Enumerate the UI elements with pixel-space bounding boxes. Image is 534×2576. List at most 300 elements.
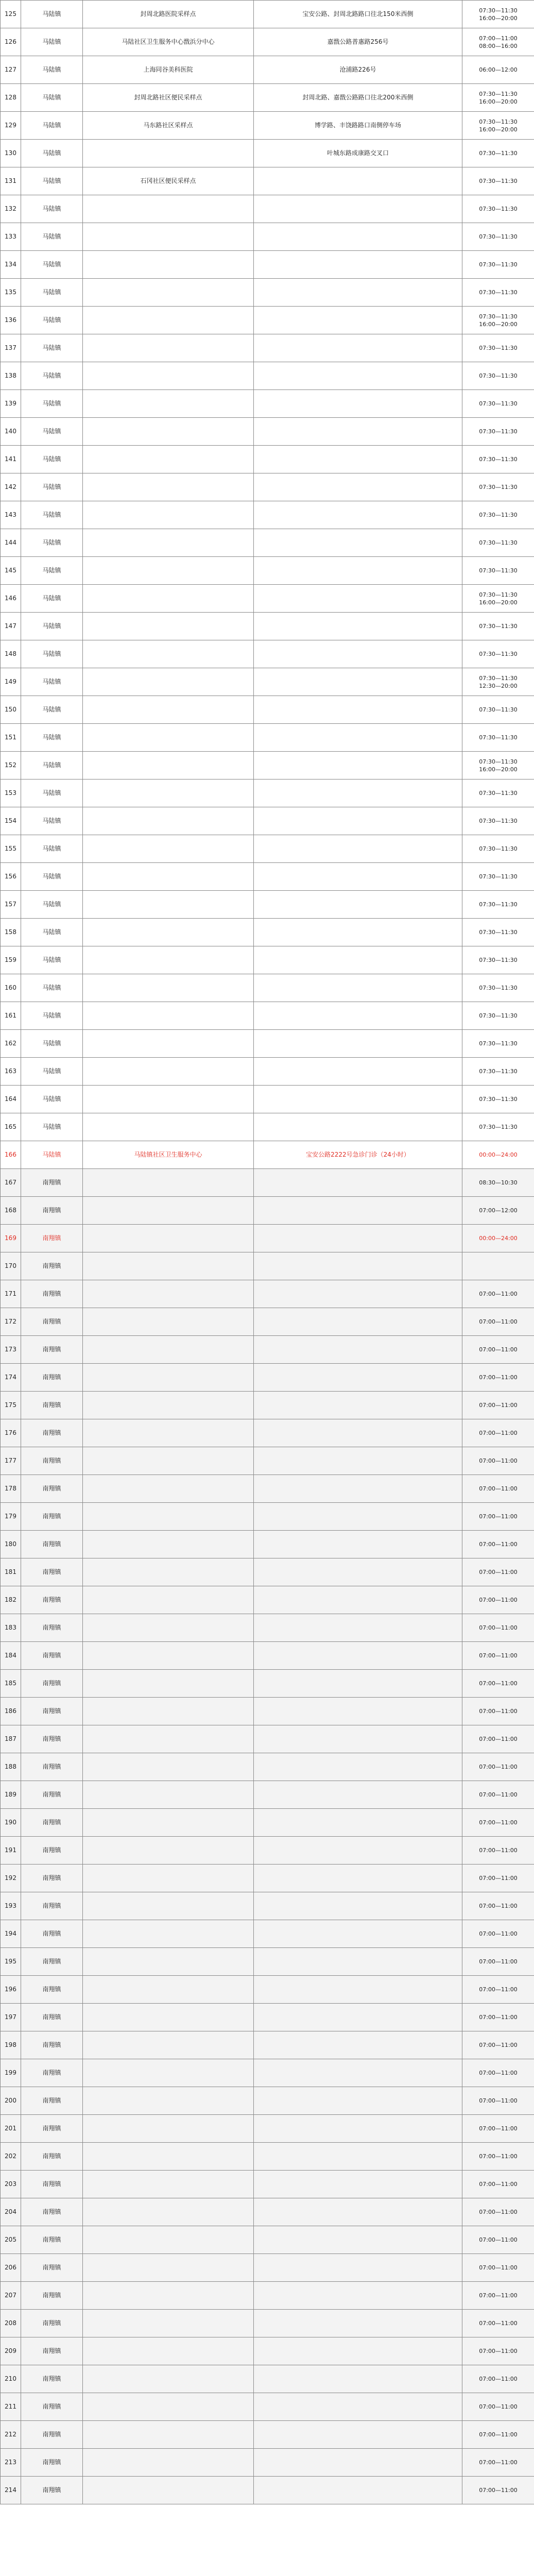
site-name-cell bbox=[83, 2115, 254, 2143]
site-name-cell bbox=[83, 585, 254, 613]
table-row bbox=[1, 362, 534, 390]
town-cell: 南翔镇 bbox=[21, 1753, 83, 1781]
table-row bbox=[1, 1225, 534, 1252]
address-cell bbox=[254, 1280, 462, 1308]
town-cell: 马陆镇 bbox=[21, 529, 83, 557]
row-number-cell: 178 bbox=[1, 1475, 21, 1503]
site-name-cell bbox=[83, 2365, 254, 2393]
town-cell: 马陆镇 bbox=[21, 112, 83, 140]
site-name-cell bbox=[83, 2143, 254, 2171]
table-row bbox=[1, 1169, 534, 1197]
address-cell bbox=[254, 167, 462, 195]
address-cell bbox=[254, 1837, 462, 1865]
address-cell bbox=[254, 529, 462, 557]
row-number-cell: 147 bbox=[1, 613, 21, 640]
hours-cell: 07:00—11:00 bbox=[462, 1280, 534, 1308]
table-row bbox=[1, 1141, 534, 1169]
site-name-cell bbox=[83, 1058, 254, 1086]
row-number-cell: 173 bbox=[1, 1336, 21, 1364]
hours-cell: 07:00—11:00 bbox=[462, 1920, 534, 1948]
table-row bbox=[1, 1809, 534, 1837]
site-name-cell bbox=[83, 1531, 254, 1558]
address-cell bbox=[254, 919, 462, 946]
table-row bbox=[1, 2365, 534, 2393]
hours-cell: 07:30—11:30 bbox=[462, 501, 534, 529]
town-cell: 南翔镇 bbox=[21, 1364, 83, 1392]
row-number-cell: 157 bbox=[1, 891, 21, 919]
table-row bbox=[1, 557, 534, 585]
row-number-cell: 195 bbox=[1, 1948, 21, 1976]
town-cell: 南翔镇 bbox=[21, 2004, 83, 2031]
hours-cell: 07:00—11:00 bbox=[462, 2254, 534, 2282]
row-number-cell: 211 bbox=[1, 2393, 21, 2421]
table-row bbox=[1, 28, 534, 56]
row-number-cell: 203 bbox=[1, 2171, 21, 2198]
table-row bbox=[1, 1503, 534, 1531]
site-name-cell: 封周北路社区便民采样点 bbox=[83, 84, 254, 112]
row-number-cell: 189 bbox=[1, 1781, 21, 1809]
row-number-cell: 191 bbox=[1, 1837, 21, 1865]
town-cell: 马陆镇 bbox=[21, 696, 83, 724]
row-number-cell: 165 bbox=[1, 1113, 21, 1141]
hours-cell: 07:30—11:30 bbox=[462, 779, 534, 807]
table-row bbox=[1, 2143, 534, 2171]
town-cell: 南翔镇 bbox=[21, 1892, 83, 1920]
town-cell: 马陆镇 bbox=[21, 779, 83, 807]
row-number-cell: 145 bbox=[1, 557, 21, 585]
town-cell: 马陆镇 bbox=[21, 613, 83, 640]
address-cell bbox=[254, 1976, 462, 2004]
table-row bbox=[1, 223, 534, 251]
town-cell: 马陆镇 bbox=[21, 223, 83, 251]
site-name-cell bbox=[83, 2449, 254, 2477]
town-cell: 南翔镇 bbox=[21, 2449, 83, 2477]
address-cell bbox=[254, 473, 462, 501]
site-name-cell bbox=[83, 362, 254, 390]
hours-cell: 07:00—11:00 bbox=[462, 1586, 534, 1614]
address-cell bbox=[254, 863, 462, 891]
town-cell: 南翔镇 bbox=[21, 1642, 83, 1670]
hours-cell: 07:00—11:00 bbox=[462, 1698, 534, 1725]
hours-cell: 07:30—11:30 16:00—20:00 bbox=[462, 752, 534, 779]
hours-cell: 07:00—11:00 bbox=[462, 2365, 534, 2393]
town-cell: 马陆镇 bbox=[21, 1058, 83, 1086]
address-cell bbox=[254, 1531, 462, 1558]
town-cell: 南翔镇 bbox=[21, 2143, 83, 2171]
row-number-cell: 156 bbox=[1, 863, 21, 891]
row-number-cell: 151 bbox=[1, 724, 21, 752]
table-row bbox=[1, 1670, 534, 1698]
hours-cell: 07:00—11:00 bbox=[462, 2337, 534, 2365]
row-number-cell: 134 bbox=[1, 251, 21, 279]
site-name-cell bbox=[83, 724, 254, 752]
town-cell: 南翔镇 bbox=[21, 2059, 83, 2087]
town-cell: 南翔镇 bbox=[21, 1531, 83, 1558]
row-number-cell: 194 bbox=[1, 1920, 21, 1948]
address-cell bbox=[254, 2393, 462, 2421]
address-cell bbox=[254, 1169, 462, 1197]
hours-cell: 07:00—11:00 bbox=[462, 2031, 534, 2059]
address-cell bbox=[254, 1197, 462, 1225]
site-name-cell bbox=[83, 2004, 254, 2031]
hours-cell: 07:00—11:00 bbox=[462, 2393, 534, 2421]
address-cell bbox=[254, 362, 462, 390]
town-cell: 南翔镇 bbox=[21, 1670, 83, 1698]
site-name-cell bbox=[83, 1419, 254, 1447]
town-cell: 马陆镇 bbox=[21, 334, 83, 362]
site-name-cell bbox=[83, 2226, 254, 2254]
row-number-cell: 172 bbox=[1, 1308, 21, 1336]
town-cell: 南翔镇 bbox=[21, 1725, 83, 1753]
site-name-cell: 马陆社区卫生服务中心戬浜分中心 bbox=[83, 28, 254, 56]
hours-cell: 07:00—11:00 bbox=[462, 1364, 534, 1392]
table-row bbox=[1, 2031, 534, 2059]
town-cell: 马陆镇 bbox=[21, 1002, 83, 1030]
hours-cell: 07:00—11:00 bbox=[462, 1336, 534, 1364]
address-cell bbox=[254, 2087, 462, 2115]
table-row bbox=[1, 946, 534, 974]
address-cell bbox=[254, 1614, 462, 1642]
address-cell bbox=[254, 668, 462, 696]
table-row bbox=[1, 1837, 534, 1865]
table-row bbox=[1, 1252, 534, 1280]
town-cell: 马陆镇 bbox=[21, 28, 83, 56]
row-number-cell: 144 bbox=[1, 529, 21, 557]
town-cell: 马陆镇 bbox=[21, 946, 83, 974]
table-row bbox=[1, 529, 534, 557]
site-name-cell bbox=[83, 640, 254, 668]
row-number-cell: 159 bbox=[1, 946, 21, 974]
site-name-cell bbox=[83, 779, 254, 807]
address-cell bbox=[254, 1920, 462, 1948]
hours-cell: 07:00—11:00 bbox=[462, 2449, 534, 2477]
hours-cell: 07:30—11:30 bbox=[462, 613, 534, 640]
hours-cell: 07:00—11:00 bbox=[462, 1948, 534, 1976]
row-number-cell: 210 bbox=[1, 2365, 21, 2393]
row-number-cell: 160 bbox=[1, 974, 21, 1002]
table-row bbox=[1, 1336, 534, 1364]
row-number-cell: 196 bbox=[1, 1976, 21, 2004]
site-name-cell bbox=[83, 1753, 254, 1781]
address-cell bbox=[254, 1113, 462, 1141]
town-cell: 南翔镇 bbox=[21, 1837, 83, 1865]
hours-cell: 07:30—11:30 bbox=[462, 251, 534, 279]
table-row bbox=[1, 390, 534, 418]
address-cell bbox=[254, 1948, 462, 1976]
town-cell: 南翔镇 bbox=[21, 2421, 83, 2449]
hours-cell: 07:00—11:00 bbox=[462, 1447, 534, 1475]
site-name-cell bbox=[83, 307, 254, 334]
site-name-cell bbox=[83, 752, 254, 779]
town-cell: 马陆镇 bbox=[21, 56, 83, 84]
town-cell: 南翔镇 bbox=[21, 2393, 83, 2421]
town-cell: 马陆镇 bbox=[21, 418, 83, 446]
hours-cell: 07:00—11:00 bbox=[462, 1308, 534, 1336]
table-row bbox=[1, 2477, 534, 2504]
row-number-cell: 179 bbox=[1, 1503, 21, 1531]
table-row bbox=[1, 919, 534, 946]
site-name-cell bbox=[83, 334, 254, 362]
address-cell bbox=[254, 640, 462, 668]
row-number-cell: 168 bbox=[1, 1197, 21, 1225]
hours-cell: 07:00—11:00 bbox=[462, 2477, 534, 2504]
hours-cell: 07:00—11:00 bbox=[462, 2115, 534, 2143]
address-cell bbox=[254, 2171, 462, 2198]
site-name-cell bbox=[83, 140, 254, 167]
table-row bbox=[1, 1, 534, 28]
hours-cell: 07:00—11:00 bbox=[462, 2310, 534, 2337]
hours-cell: 07:30—11:30 16:00—20:00 bbox=[462, 1, 534, 28]
site-name-cell bbox=[83, 946, 254, 974]
hours-cell: 07:30—11:30 bbox=[462, 835, 534, 863]
town-cell: 南翔镇 bbox=[21, 1280, 83, 1308]
hours-cell: 07:30—11:30 bbox=[462, 724, 534, 752]
town-cell: 马陆镇 bbox=[21, 974, 83, 1002]
table-row bbox=[1, 1419, 534, 1447]
site-name-cell bbox=[83, 195, 254, 223]
address-cell bbox=[254, 1475, 462, 1503]
site-name-cell: 马陆镇社区卫生服务中心 bbox=[83, 1141, 254, 1169]
address-cell bbox=[254, 1725, 462, 1753]
table-row bbox=[1, 1002, 534, 1030]
town-cell: 马陆镇 bbox=[21, 251, 83, 279]
address-cell bbox=[254, 1698, 462, 1725]
table-row bbox=[1, 2282, 534, 2310]
table-row bbox=[1, 1781, 534, 1809]
address-cell bbox=[254, 1865, 462, 1892]
address-cell bbox=[254, 1086, 462, 1113]
row-number-cell: 192 bbox=[1, 1865, 21, 1892]
town-cell: 马陆镇 bbox=[21, 140, 83, 167]
hours-cell: 07:30—11:30 bbox=[462, 362, 534, 390]
row-number-cell: 209 bbox=[1, 2337, 21, 2365]
hours-cell: 07:30—11:30 bbox=[462, 167, 534, 195]
hours-cell: 07:30—11:30 bbox=[462, 1086, 534, 1113]
address-cell bbox=[254, 2282, 462, 2310]
hours-cell: 07:00—11:00 bbox=[462, 1503, 534, 1531]
town-cell: 南翔镇 bbox=[21, 1698, 83, 1725]
town-cell: 马陆镇 bbox=[21, 919, 83, 946]
town-cell: 南翔镇 bbox=[21, 2198, 83, 2226]
hours-cell: 07:30—11:30 bbox=[462, 390, 534, 418]
hours-cell: 07:00—11:00 bbox=[462, 1892, 534, 1920]
address-cell bbox=[254, 1809, 462, 1837]
site-name-cell bbox=[83, 1113, 254, 1141]
sampling-sites-table-body bbox=[1, 1, 534, 2504]
table-row bbox=[1, 585, 534, 613]
table-row bbox=[1, 640, 534, 668]
hours-cell: 07:00—11:00 bbox=[462, 2198, 534, 2226]
site-name-cell bbox=[83, 1809, 254, 1837]
town-cell: 南翔镇 bbox=[21, 2477, 83, 2504]
site-name-cell bbox=[83, 1698, 254, 1725]
address-cell bbox=[254, 1447, 462, 1475]
hours-cell: 07:00—11:00 bbox=[462, 1475, 534, 1503]
site-name-cell bbox=[83, 1280, 254, 1308]
town-cell: 南翔镇 bbox=[21, 1781, 83, 1809]
row-number-cell: 149 bbox=[1, 668, 21, 696]
hours-cell: 08:30—10:30 bbox=[462, 1169, 534, 1197]
hours-cell: 07:30—11:30 bbox=[462, 946, 534, 974]
table-row bbox=[1, 2198, 534, 2226]
row-number-cell: 133 bbox=[1, 223, 21, 251]
town-cell: 南翔镇 bbox=[21, 1809, 83, 1837]
site-name-cell bbox=[83, 1948, 254, 1976]
address-cell bbox=[254, 1364, 462, 1392]
hours-cell: 07:30—11:30 bbox=[462, 195, 534, 223]
hours-cell: 07:00—11:00 bbox=[462, 2087, 534, 2115]
address-cell bbox=[254, 557, 462, 585]
row-number-cell: 153 bbox=[1, 779, 21, 807]
table-row bbox=[1, 501, 534, 529]
table-row bbox=[1, 2449, 534, 2477]
town-cell: 南翔镇 bbox=[21, 2171, 83, 2198]
row-number-cell: 213 bbox=[1, 2449, 21, 2477]
site-name-cell bbox=[83, 1002, 254, 1030]
table-row bbox=[1, 696, 534, 724]
town-cell: 南翔镇 bbox=[21, 1308, 83, 1336]
hours-cell: 07:30—11:30 12:30—20:00 bbox=[462, 668, 534, 696]
hours-cell: 07:00—11:00 bbox=[462, 1531, 534, 1558]
town-cell: 南翔镇 bbox=[21, 2310, 83, 2337]
address-cell bbox=[254, 2059, 462, 2087]
site-name-cell bbox=[83, 1475, 254, 1503]
address-cell bbox=[254, 2337, 462, 2365]
site-name-cell bbox=[83, 501, 254, 529]
row-number-cell: 214 bbox=[1, 2477, 21, 2504]
site-name-cell bbox=[83, 1503, 254, 1531]
town-cell: 南翔镇 bbox=[21, 1392, 83, 1419]
table-row bbox=[1, 1086, 534, 1113]
hours-cell: 07:30—11:30 16:00—20:00 bbox=[462, 84, 534, 112]
row-number-cell: 198 bbox=[1, 2031, 21, 2059]
table-row bbox=[1, 167, 534, 195]
row-number-cell: 169 bbox=[1, 1225, 21, 1252]
row-number-cell: 139 bbox=[1, 390, 21, 418]
address-cell bbox=[254, 2226, 462, 2254]
site-name-cell bbox=[83, 1558, 254, 1586]
town-cell: 马陆镇 bbox=[21, 863, 83, 891]
table-row bbox=[1, 2310, 534, 2337]
hours-cell: 07:00—12:00 bbox=[462, 1197, 534, 1225]
town-cell: 南翔镇 bbox=[21, 1920, 83, 1948]
row-number-cell: 154 bbox=[1, 807, 21, 835]
site-name-cell bbox=[83, 1364, 254, 1392]
address-cell bbox=[254, 1336, 462, 1364]
address-cell bbox=[254, 2031, 462, 2059]
site-name-cell bbox=[83, 1642, 254, 1670]
town-cell: 南翔镇 bbox=[21, 2337, 83, 2365]
row-number-cell: 129 bbox=[1, 112, 21, 140]
address-cell bbox=[254, 2004, 462, 2031]
town-cell: 南翔镇 bbox=[21, 1225, 83, 1252]
table-row bbox=[1, 1753, 534, 1781]
hours-cell: 07:30—11:30 bbox=[462, 223, 534, 251]
site-name-cell bbox=[83, 1892, 254, 1920]
table-row bbox=[1, 1976, 534, 2004]
row-number-cell: 142 bbox=[1, 473, 21, 501]
address-cell bbox=[254, 1781, 462, 1809]
table-row bbox=[1, 807, 534, 835]
address-cell bbox=[254, 585, 462, 613]
table-row bbox=[1, 1642, 534, 1670]
table-row bbox=[1, 1058, 534, 1086]
site-name-cell bbox=[83, 390, 254, 418]
table-row bbox=[1, 752, 534, 779]
address-cell bbox=[254, 2449, 462, 2477]
town-cell: 马陆镇 bbox=[21, 279, 83, 307]
town-cell: 马陆镇 bbox=[21, 501, 83, 529]
site-name-cell bbox=[83, 446, 254, 473]
table-row bbox=[1, 1725, 534, 1753]
address-cell: 嘉戬公路普惠路256号 bbox=[254, 28, 462, 56]
site-name-cell bbox=[83, 1725, 254, 1753]
town-cell: 马陆镇 bbox=[21, 1141, 83, 1169]
site-name-cell bbox=[83, 1197, 254, 1225]
row-number-cell: 146 bbox=[1, 585, 21, 613]
town-cell: 南翔镇 bbox=[21, 1197, 83, 1225]
address-cell bbox=[254, 1058, 462, 1086]
address-cell bbox=[254, 223, 462, 251]
site-name-cell bbox=[83, 1447, 254, 1475]
row-number-cell: 164 bbox=[1, 1086, 21, 1113]
town-cell: 马陆镇 bbox=[21, 891, 83, 919]
address-cell: 宝安公路2222号急诊门诊（24小时） bbox=[254, 1141, 462, 1169]
town-cell: 马陆镇 bbox=[21, 84, 83, 112]
site-name-cell bbox=[83, 2254, 254, 2282]
row-number-cell: 185 bbox=[1, 1670, 21, 1698]
table-row bbox=[1, 613, 534, 640]
hours-cell: 06:00—12:00 bbox=[462, 56, 534, 84]
town-cell: 马陆镇 bbox=[21, 835, 83, 863]
table-row bbox=[1, 2337, 534, 2365]
address-cell bbox=[254, 390, 462, 418]
hours-cell: 07:00—11:00 bbox=[462, 1670, 534, 1698]
hours-cell: 07:30—11:30 bbox=[462, 696, 534, 724]
address-cell bbox=[254, 1002, 462, 1030]
table-row bbox=[1, 1865, 534, 1892]
site-name-cell bbox=[83, 2477, 254, 2504]
town-cell: 马陆镇 bbox=[21, 390, 83, 418]
table-row bbox=[1, 1392, 534, 1419]
address-cell bbox=[254, 2254, 462, 2282]
hours-cell: 07:30—11:30 bbox=[462, 473, 534, 501]
address-cell bbox=[254, 807, 462, 835]
town-cell: 马陆镇 bbox=[21, 724, 83, 752]
row-number-cell: 204 bbox=[1, 2198, 21, 2226]
site-name-cell bbox=[83, 2198, 254, 2226]
address-cell: 沧浦路226号 bbox=[254, 56, 462, 84]
hours-cell: 07:00—11:00 bbox=[462, 1642, 534, 1670]
site-name-cell bbox=[83, 807, 254, 835]
row-number-cell: 187 bbox=[1, 1725, 21, 1753]
site-name-cell bbox=[83, 1336, 254, 1364]
row-number-cell: 143 bbox=[1, 501, 21, 529]
town-cell: 南翔镇 bbox=[21, 1336, 83, 1364]
town-cell: 南翔镇 bbox=[21, 1419, 83, 1447]
town-cell: 南翔镇 bbox=[21, 1252, 83, 1280]
table-row bbox=[1, 2087, 534, 2115]
row-number-cell: 126 bbox=[1, 28, 21, 56]
address-cell bbox=[254, 446, 462, 473]
site-name-cell bbox=[83, 2031, 254, 2059]
town-cell: 南翔镇 bbox=[21, 1475, 83, 1503]
hours-cell: 07:30—11:30 bbox=[462, 418, 534, 446]
address-cell bbox=[254, 752, 462, 779]
row-number-cell: 138 bbox=[1, 362, 21, 390]
address-cell bbox=[254, 1753, 462, 1781]
row-number-cell: 167 bbox=[1, 1169, 21, 1197]
